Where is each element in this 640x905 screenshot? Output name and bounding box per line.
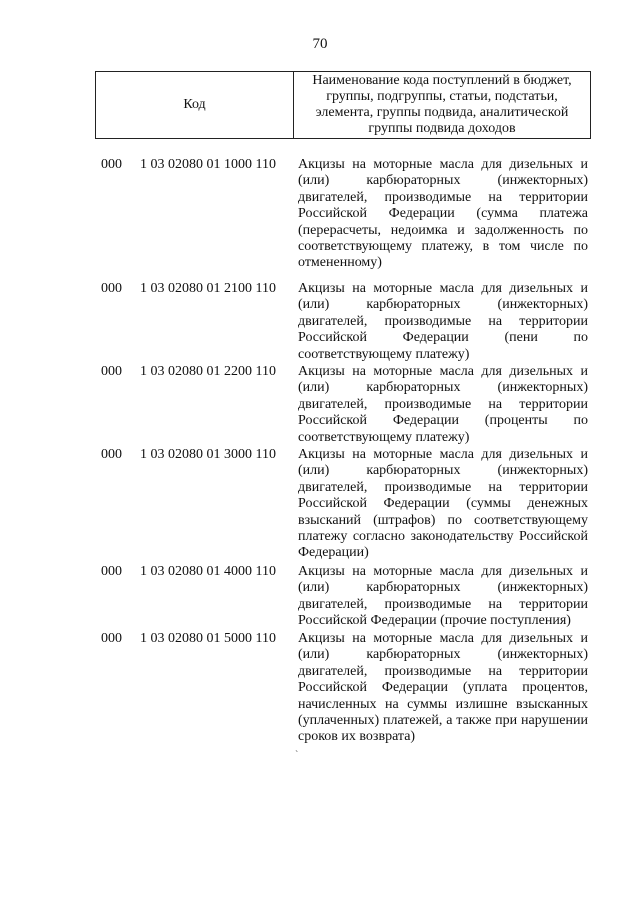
revenue-code: 1 03 02080 01 1000 110 — [140, 157, 276, 172]
stray-mark: ` — [295, 750, 299, 761]
revenue-description: Акцизы на моторные масла для дизельных и (или) карбюраторных (инжекторных) двигателей, производимые на территории Российской Федерации (проценты по соответствующему платежу) — [298, 364, 588, 445]
revenue-description: Акцизы на моторные масла для дизельных и (или) карбюраторных (инжекторных) двигателей, производимые на территории Российской Федерации (суммы денежных взысканий (штрафов) по соответствующему платежу согласно законодательству Российской Федерации) — [298, 447, 588, 561]
table-row — [0, 564, 640, 631]
admin-code: 000 — [101, 281, 122, 296]
table-row — [0, 447, 640, 564]
revenue-code: 1 03 02080 01 3000 110 — [140, 447, 276, 462]
table-header — [95, 71, 591, 139]
revenue-description: Акцизы на моторные масла для дизельных и (или) карбюраторных (инжекторных) двигателей, производимые на территории Российской Федерации (прочие поступления) — [298, 564, 588, 629]
revenue-code: 1 03 02080 01 5000 110 — [140, 631, 276, 646]
table-row — [0, 281, 640, 364]
table-body — [0, 157, 640, 751]
revenue-description: Акцизы на моторные масла для дизельных и (или) карбюраторных (инжекторных) двигателей, производимые на территории Российской Федерации (пени по соответствующему платежу) — [298, 281, 588, 362]
admin-code: 000 — [101, 564, 122, 579]
page-number: 70 — [312, 36, 328, 52]
revenue-code: 1 03 02080 01 2100 110 — [140, 281, 276, 296]
header-name-label: Наименование кода поступлений в бюджет, группы, подгруппы, статьи, подстатьи, элемента, группы подвида, аналитической группы подвида доходов — [312, 73, 572, 136]
revenue-description: Акцизы на моторные масла для дизельных и (или) карбюраторных (инжекторных) двигателей, производимые на территории Российской Федерации (сумма платежа (перерасчеты, недоимка и задолженность по соответствующему платежу, в том числе по отмененному) — [298, 157, 588, 271]
revenue-code: 1 03 02080 01 4000 110 — [140, 564, 276, 579]
header-code-label: Код — [96, 72, 294, 138]
revenue-code: 1 03 02080 01 2200 110 — [140, 364, 276, 379]
revenue-description: Акцизы на моторные масла для дизельных и (или) карбюраторных (инжекторных) двигателей, производимые на территории Российской Федерации (уплата процентов, начисленных на суммы излишне взысканных (уплаченных) платежей, а также при нарушении сроков их возврата) — [298, 631, 588, 745]
table-row — [0, 631, 640, 751]
table-row — [0, 157, 640, 281]
admin-code: 000 — [101, 447, 122, 462]
admin-code: 000 — [101, 157, 122, 172]
table-row — [0, 364, 640, 447]
admin-code: 000 — [101, 364, 122, 379]
admin-code: 000 — [101, 631, 122, 646]
